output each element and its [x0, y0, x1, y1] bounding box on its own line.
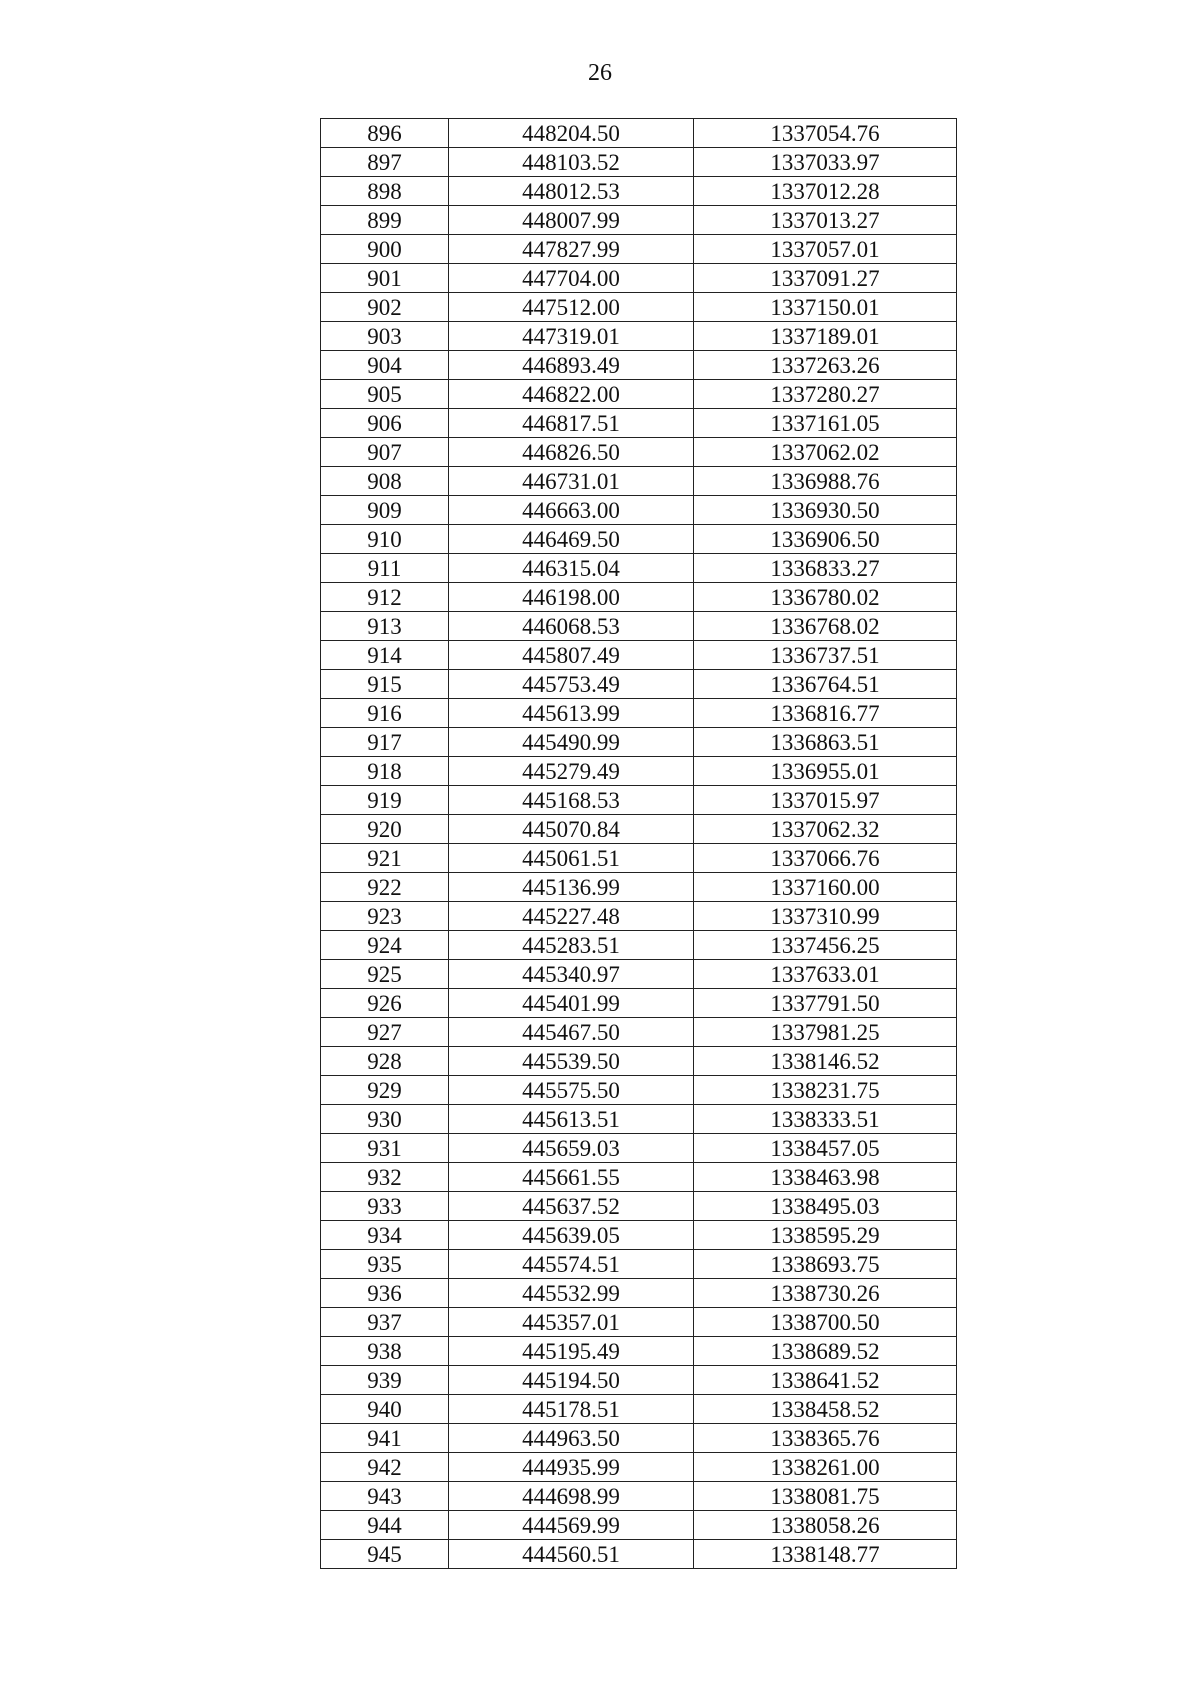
point-number-cell: 936: [321, 1279, 449, 1308]
point-number-cell: 937: [321, 1308, 449, 1337]
table-row: [321, 496, 957, 525]
y-coordinate-cell: 1337054.76: [694, 119, 957, 148]
point-number-cell: 935: [321, 1250, 449, 1279]
point-number-cell: 909: [321, 496, 449, 525]
y-coordinate-cell: 1337062.32: [694, 815, 957, 844]
table-row: [321, 235, 957, 264]
table-row: [321, 670, 957, 699]
point-number-cell: 924: [321, 931, 449, 960]
point-number-cell: 941: [321, 1424, 449, 1453]
point-number-cell: 943: [321, 1482, 449, 1511]
table-row: [321, 554, 957, 583]
point-number-cell: 934: [321, 1221, 449, 1250]
x-coordinate-cell: 447704.00: [449, 264, 694, 293]
y-coordinate-cell: 1337161.05: [694, 409, 957, 438]
table-row: [321, 264, 957, 293]
x-coordinate-cell: 447827.99: [449, 235, 694, 264]
y-coordinate-cell: 1338495.03: [694, 1192, 957, 1221]
y-coordinate-cell: 1338365.76: [694, 1424, 957, 1453]
y-coordinate-cell: 1336780.02: [694, 583, 957, 612]
point-number-cell: 920: [321, 815, 449, 844]
y-coordinate-cell: 1338458.52: [694, 1395, 957, 1424]
table-row: [321, 119, 957, 148]
point-number-cell: 917: [321, 728, 449, 757]
x-coordinate-cell: 448007.99: [449, 206, 694, 235]
x-coordinate-cell: 444935.99: [449, 1453, 694, 1482]
point-number-cell: 910: [321, 525, 449, 554]
y-coordinate-cell: 1337981.25: [694, 1018, 957, 1047]
y-coordinate-cell: 1337280.27: [694, 380, 957, 409]
table-row: [321, 1540, 957, 1569]
point-number-cell: 900: [321, 235, 449, 264]
table-row: [321, 1395, 957, 1424]
table-row: [321, 1105, 957, 1134]
y-coordinate-cell: 1337189.01: [694, 322, 957, 351]
x-coordinate-cell: 445613.51: [449, 1105, 694, 1134]
y-coordinate-cell: 1337013.27: [694, 206, 957, 235]
point-number-cell: 938: [321, 1337, 449, 1366]
table-row: [321, 960, 957, 989]
y-coordinate-cell: 1336988.76: [694, 467, 957, 496]
y-coordinate-cell: 1336863.51: [694, 728, 957, 757]
x-coordinate-cell: 447512.00: [449, 293, 694, 322]
y-coordinate-cell: 1338058.26: [694, 1511, 957, 1540]
table-row: [321, 641, 957, 670]
x-coordinate-cell: 445807.49: [449, 641, 694, 670]
point-number-cell: 913: [321, 612, 449, 641]
y-coordinate-cell: 1338463.98: [694, 1163, 957, 1192]
table-row: [321, 1424, 957, 1453]
x-coordinate-cell: 448012.53: [449, 177, 694, 206]
x-coordinate-cell: 445659.03: [449, 1134, 694, 1163]
table-row: [321, 1134, 957, 1163]
table-row: [321, 351, 957, 380]
point-number-cell: 945: [321, 1540, 449, 1569]
y-coordinate-cell: 1338146.52: [694, 1047, 957, 1076]
x-coordinate-cell: 445639.05: [449, 1221, 694, 1250]
table-row: [321, 467, 957, 496]
table-row: [321, 989, 957, 1018]
y-coordinate-cell: 1338231.75: [694, 1076, 957, 1105]
y-coordinate-cell: 1338730.26: [694, 1279, 957, 1308]
y-coordinate-cell: 1337015.97: [694, 786, 957, 815]
y-coordinate-cell: 1337310.99: [694, 902, 957, 931]
x-coordinate-cell: 445574.51: [449, 1250, 694, 1279]
x-coordinate-cell: 446826.50: [449, 438, 694, 467]
x-coordinate-cell: 444569.99: [449, 1511, 694, 1540]
x-coordinate-cell: 445753.49: [449, 670, 694, 699]
y-coordinate-cell: 1337150.01: [694, 293, 957, 322]
table-row: [321, 815, 957, 844]
x-coordinate-cell: 446068.53: [449, 612, 694, 641]
table-row: [321, 786, 957, 815]
y-coordinate-cell: 1338595.29: [694, 1221, 957, 1250]
x-coordinate-cell: 448103.52: [449, 148, 694, 177]
x-coordinate-cell: 445279.49: [449, 757, 694, 786]
point-number-cell: 940: [321, 1395, 449, 1424]
x-coordinate-cell: 445061.51: [449, 844, 694, 873]
table-row: [321, 1018, 957, 1047]
x-coordinate-cell: 445178.51: [449, 1395, 694, 1424]
table-row: [321, 1308, 957, 1337]
y-coordinate-cell: 1338457.05: [694, 1134, 957, 1163]
table-row: [321, 873, 957, 902]
y-coordinate-cell: 1337091.27: [694, 264, 957, 293]
table-row: [321, 409, 957, 438]
x-coordinate-cell: 445168.53: [449, 786, 694, 815]
table-row: [321, 844, 957, 873]
x-coordinate-cell: 445613.99: [449, 699, 694, 728]
x-coordinate-cell: 446731.01: [449, 467, 694, 496]
y-coordinate-cell: 1338641.52: [694, 1366, 957, 1395]
table-row: [321, 1482, 957, 1511]
y-coordinate-cell: 1337791.50: [694, 989, 957, 1018]
table-row: [321, 1453, 957, 1482]
table-row: [321, 699, 957, 728]
table-row: [321, 1250, 957, 1279]
point-number-cell: 896: [321, 119, 449, 148]
table-row: [321, 1163, 957, 1192]
table-row: [321, 1279, 957, 1308]
point-number-cell: 942: [321, 1453, 449, 1482]
table-row: [321, 525, 957, 554]
y-coordinate-cell: 1336768.02: [694, 612, 957, 641]
y-coordinate-cell: 1337066.76: [694, 844, 957, 873]
y-coordinate-cell: 1338693.75: [694, 1250, 957, 1279]
x-coordinate-cell: 446469.50: [449, 525, 694, 554]
table-row: [321, 1366, 957, 1395]
x-coordinate-cell: 445575.50: [449, 1076, 694, 1105]
point-number-cell: 916: [321, 699, 449, 728]
point-number-cell: 921: [321, 844, 449, 873]
x-coordinate-cell: 445661.55: [449, 1163, 694, 1192]
x-coordinate-cell: 444698.99: [449, 1482, 694, 1511]
y-coordinate-cell: 1336737.51: [694, 641, 957, 670]
x-coordinate-cell: 445401.99: [449, 989, 694, 1018]
point-number-cell: 925: [321, 960, 449, 989]
point-number-cell: 929: [321, 1076, 449, 1105]
y-coordinate-cell: 1337012.28: [694, 177, 957, 206]
table-row: [321, 612, 957, 641]
table-row: [321, 206, 957, 235]
point-number-cell: 905: [321, 380, 449, 409]
point-number-cell: 928: [321, 1047, 449, 1076]
y-coordinate-cell: 1337160.00: [694, 873, 957, 902]
x-coordinate-cell: 445467.50: [449, 1018, 694, 1047]
y-coordinate-cell: 1338333.51: [694, 1105, 957, 1134]
point-number-cell: 907: [321, 438, 449, 467]
point-number-cell: 923: [321, 902, 449, 931]
x-coordinate-cell: 446198.00: [449, 583, 694, 612]
point-number-cell: 939: [321, 1366, 449, 1395]
point-number-cell: 899: [321, 206, 449, 235]
table-row: [321, 322, 957, 351]
table-row: [321, 728, 957, 757]
y-coordinate-cell: 1338700.50: [694, 1308, 957, 1337]
y-coordinate-cell: 1338261.00: [694, 1453, 957, 1482]
point-number-cell: 944: [321, 1511, 449, 1540]
point-number-cell: 904: [321, 351, 449, 380]
table-row: [321, 293, 957, 322]
table-row: [321, 148, 957, 177]
coordinates-table: [320, 118, 957, 1569]
table-row: [321, 177, 957, 206]
x-coordinate-cell: 448204.50: [449, 119, 694, 148]
x-coordinate-cell: 445136.99: [449, 873, 694, 902]
table-row: [321, 1076, 957, 1105]
table-row: [321, 1221, 957, 1250]
point-number-cell: 911: [321, 554, 449, 583]
y-coordinate-cell: 1336764.51: [694, 670, 957, 699]
point-number-cell: 906: [321, 409, 449, 438]
point-number-cell: 933: [321, 1192, 449, 1221]
x-coordinate-cell: 444560.51: [449, 1540, 694, 1569]
point-number-cell: 902: [321, 293, 449, 322]
x-coordinate-cell: 445194.50: [449, 1366, 694, 1395]
point-number-cell: 927: [321, 1018, 449, 1047]
y-coordinate-cell: 1338689.52: [694, 1337, 957, 1366]
table-row: [321, 380, 957, 409]
point-number-cell: 897: [321, 148, 449, 177]
x-coordinate-cell: 446663.00: [449, 496, 694, 525]
x-coordinate-cell: 445637.52: [449, 1192, 694, 1221]
y-coordinate-cell: 1338148.77: [694, 1540, 957, 1569]
point-number-cell: 915: [321, 670, 449, 699]
x-coordinate-cell: 445070.84: [449, 815, 694, 844]
y-coordinate-cell: 1338081.75: [694, 1482, 957, 1511]
x-coordinate-cell: 445283.51: [449, 931, 694, 960]
x-coordinate-cell: 445340.97: [449, 960, 694, 989]
point-number-cell: 914: [321, 641, 449, 670]
x-coordinate-cell: 445490.99: [449, 728, 694, 757]
x-coordinate-cell: 447319.01: [449, 322, 694, 351]
x-coordinate-cell: 446893.49: [449, 351, 694, 380]
y-coordinate-cell: 1336955.01: [694, 757, 957, 786]
point-number-cell: 912: [321, 583, 449, 612]
table-row: [321, 902, 957, 931]
y-coordinate-cell: 1337456.25: [694, 931, 957, 960]
table-row: [321, 757, 957, 786]
point-number-cell: 932: [321, 1163, 449, 1192]
point-number-cell: 922: [321, 873, 449, 902]
coordinates-table-body: [321, 119, 957, 1569]
y-coordinate-cell: 1337033.97: [694, 148, 957, 177]
point-number-cell: 898: [321, 177, 449, 206]
point-number-cell: 903: [321, 322, 449, 351]
point-number-cell: 918: [321, 757, 449, 786]
x-coordinate-cell: 446315.04: [449, 554, 694, 583]
y-coordinate-cell: 1337057.01: [694, 235, 957, 264]
table-row: [321, 583, 957, 612]
y-coordinate-cell: 1337062.02: [694, 438, 957, 467]
y-coordinate-cell: 1336906.50: [694, 525, 957, 554]
x-coordinate-cell: 446817.51: [449, 409, 694, 438]
table-row: [321, 1337, 957, 1366]
x-coordinate-cell: 445195.49: [449, 1337, 694, 1366]
y-coordinate-cell: 1337263.26: [694, 351, 957, 380]
point-number-cell: 926: [321, 989, 449, 1018]
x-coordinate-cell: 445539.50: [449, 1047, 694, 1076]
y-coordinate-cell: 1337633.01: [694, 960, 957, 989]
table-row: [321, 438, 957, 467]
x-coordinate-cell: 446822.00: [449, 380, 694, 409]
x-coordinate-cell: 445227.48: [449, 902, 694, 931]
y-coordinate-cell: 1336930.50: [694, 496, 957, 525]
table-row: [321, 1511, 957, 1540]
page-number: 26: [588, 60, 612, 86]
table-row: [321, 1047, 957, 1076]
table-row: [321, 1192, 957, 1221]
y-coordinate-cell: 1336816.77: [694, 699, 957, 728]
point-number-cell: 930: [321, 1105, 449, 1134]
point-number-cell: 908: [321, 467, 449, 496]
x-coordinate-cell: 445532.99: [449, 1279, 694, 1308]
x-coordinate-cell: 444963.50: [449, 1424, 694, 1453]
table-row: [321, 931, 957, 960]
point-number-cell: 931: [321, 1134, 449, 1163]
y-coordinate-cell: 1336833.27: [694, 554, 957, 583]
x-coordinate-cell: 445357.01: [449, 1308, 694, 1337]
point-number-cell: 901: [321, 264, 449, 293]
point-number-cell: 919: [321, 786, 449, 815]
